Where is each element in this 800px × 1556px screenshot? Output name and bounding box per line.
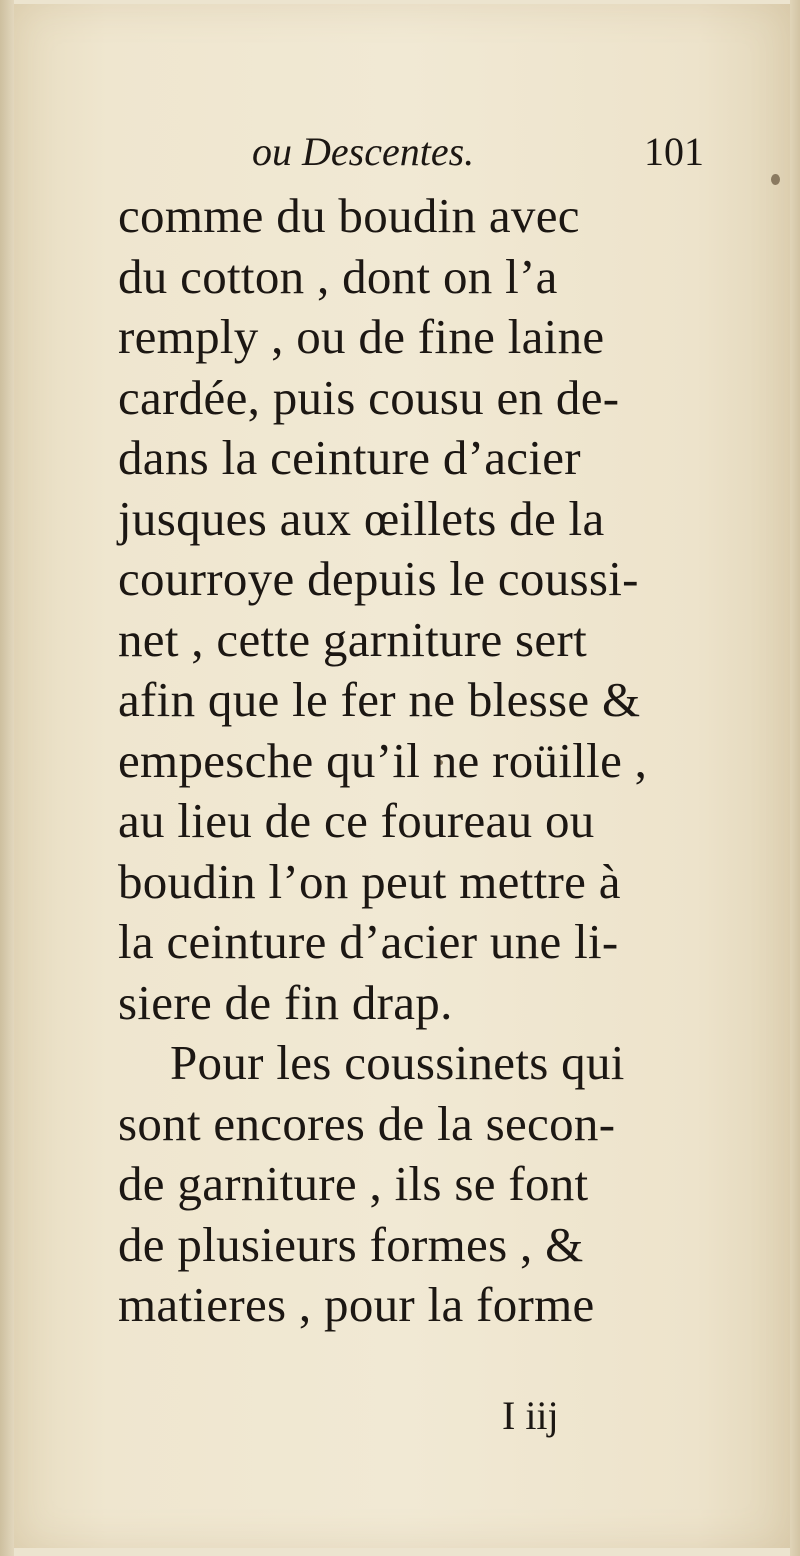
text-line: de garniture , ils se font <box>118 1156 589 1211</box>
text-line: dans la ceinture d’acier <box>118 430 581 485</box>
paper-speck <box>771 174 780 185</box>
running-head: ou Descentes. <box>252 129 475 174</box>
page-number: 101 <box>644 129 704 174</box>
text-line: matieres , pour la forme <box>118 1277 595 1332</box>
page-left-edge <box>0 0 14 1556</box>
text-line: cardée, puis cousu en de- <box>118 369 620 425</box>
page-header <box>100 128 710 192</box>
paragraph-start-line: Pour les coussinets qui <box>170 1035 625 1090</box>
signature-mark: I iij <box>502 1393 559 1438</box>
text-line: de plusieurs formes , & <box>118 1216 584 1272</box>
text-line: du cotton , dont on l’a <box>118 248 558 304</box>
text-line: comme du boudin avec <box>118 188 580 243</box>
text-line: remply , ou de fine laine <box>118 309 605 364</box>
text-line: au lieu de ce foureau ou <box>118 793 595 848</box>
text-line: net , cette garniture sert <box>118 611 587 667</box>
text-line: la ceinture d’acier une li- <box>118 914 619 969</box>
text-line: boudin l’on peut mettre à <box>118 853 621 909</box>
page-right-edge <box>790 0 800 1556</box>
text-line: empesche qu’il ne roüille , <box>118 732 648 788</box>
text-line: sont encores de la secon- <box>118 1095 616 1151</box>
text-line: courroye depuis le coussi- <box>118 551 639 606</box>
text-line: jusques aux œillets de la <box>118 490 605 546</box>
text-line: afin que le fer ne blesse & <box>118 672 641 727</box>
body-text <box>118 186 718 1336</box>
text-line: siere de fin drap. <box>118 974 453 1030</box>
